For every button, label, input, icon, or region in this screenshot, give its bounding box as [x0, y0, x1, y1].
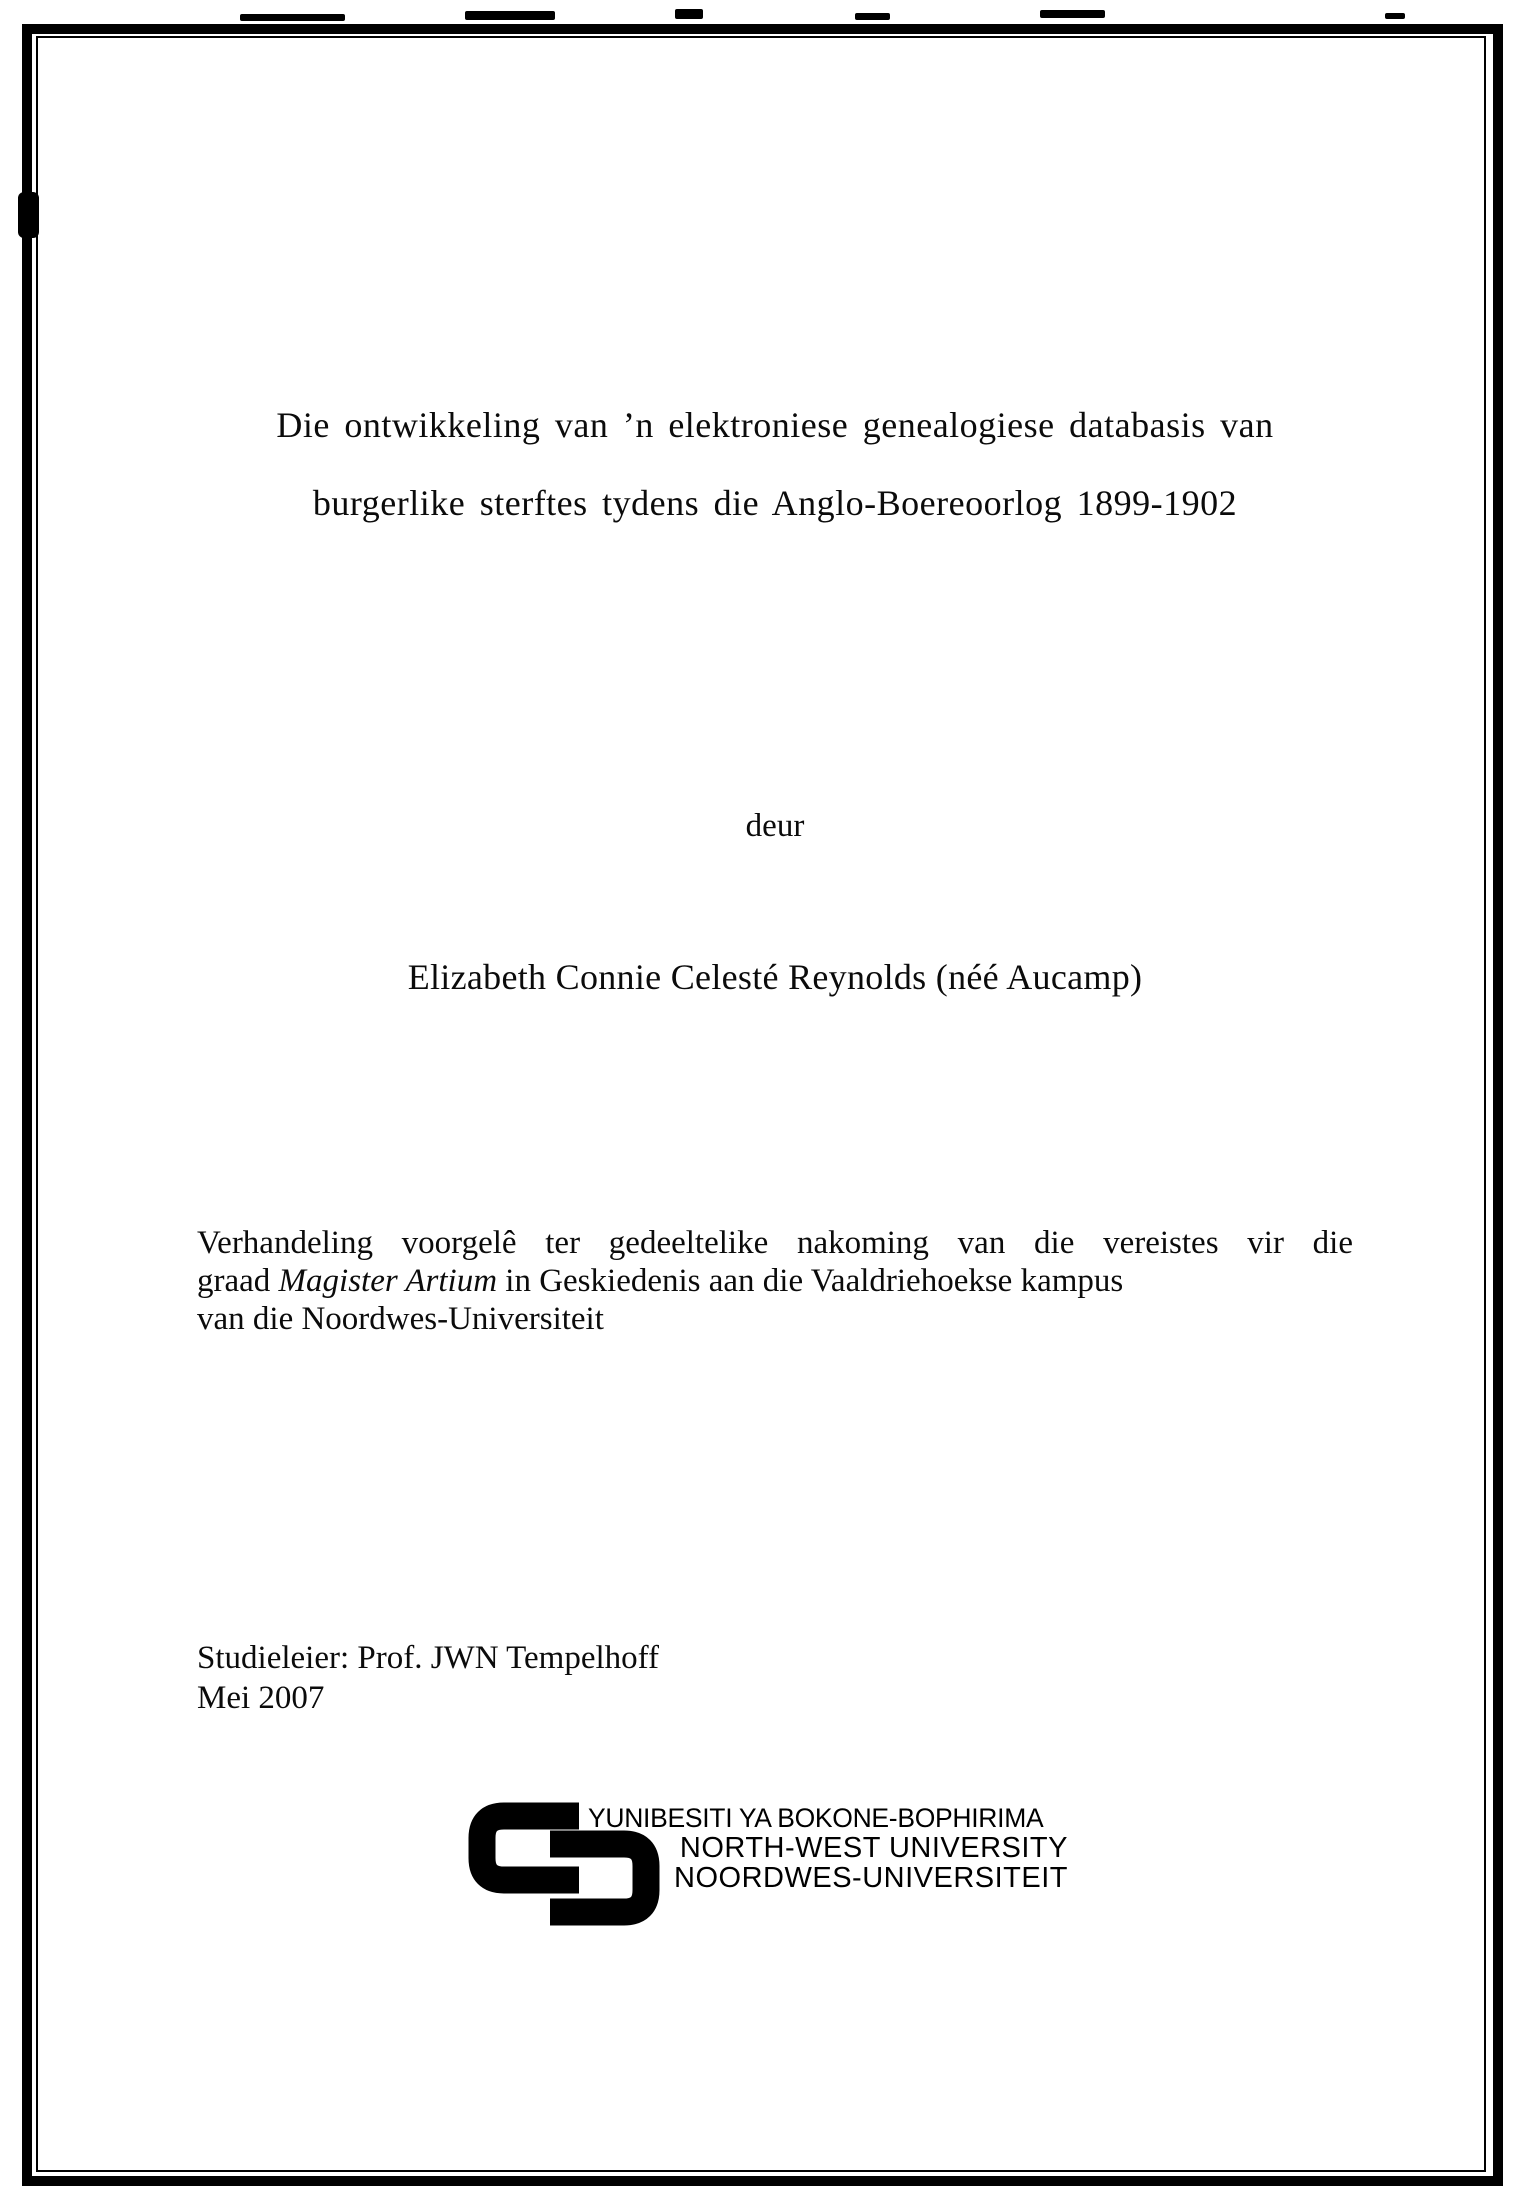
- degree-name-italic: Magister Artium: [278, 1263, 498, 1299]
- thesis-title: [197, 386, 1353, 542]
- author-name: Elizabeth Connie Celesté Reynolds (néé Aucamp): [407, 957, 1143, 997]
- scan-artifact: [675, 9, 703, 19]
- date-line: Mei 2007: [197, 1680, 325, 1716]
- logo-text-setswana: YUNIBESITI YA BOKONE-BOPHIRIMA: [588, 1803, 1044, 1833]
- degree-statement: [197, 1224, 1353, 1338]
- scan-artifact: [18, 192, 39, 238]
- supervisor-line: Studieleier: Prof. JWN Tempelhoff: [197, 1640, 660, 1676]
- scan-artifact: [465, 11, 555, 20]
- thesis-title-line1: Die ontwikkeling van ’n elektroniese genealogiese databasis van: [276, 405, 1274, 445]
- scan-artifact: [1040, 10, 1105, 18]
- byline-label: deur: [745, 808, 805, 844]
- degree-statement-line1: Verhandeling voorgelê ter gedeeltelike nakoming van die vereistes vir die: [197, 1225, 1353, 1261]
- logo-text-english: NORTH-WEST UNIVERSITY: [679, 1832, 1068, 1864]
- supervisor-block: [197, 1638, 1353, 1718]
- scan-artifact: [855, 13, 890, 20]
- logo-text-afrikaans: NOORDWES-UNIVERSITEIT: [674, 1862, 1068, 1894]
- university-logo-text: [588, 1804, 1068, 1893]
- scan-artifact: [1385, 13, 1405, 19]
- thesis-title-line2: burgerlike sterftes tydens die Anglo-Boereoorlog 1899-1902: [312, 483, 1238, 523]
- university-logo: [462, 1798, 1072, 1933]
- degree-statement-line3: van die Noordwes-Universiteit: [197, 1301, 604, 1337]
- degree-statement-line2: graad Magister Artium in Geskiedenis aan die Vaaldriehoekse kampus: [197, 1263, 1124, 1299]
- scan-artifact: [240, 14, 345, 21]
